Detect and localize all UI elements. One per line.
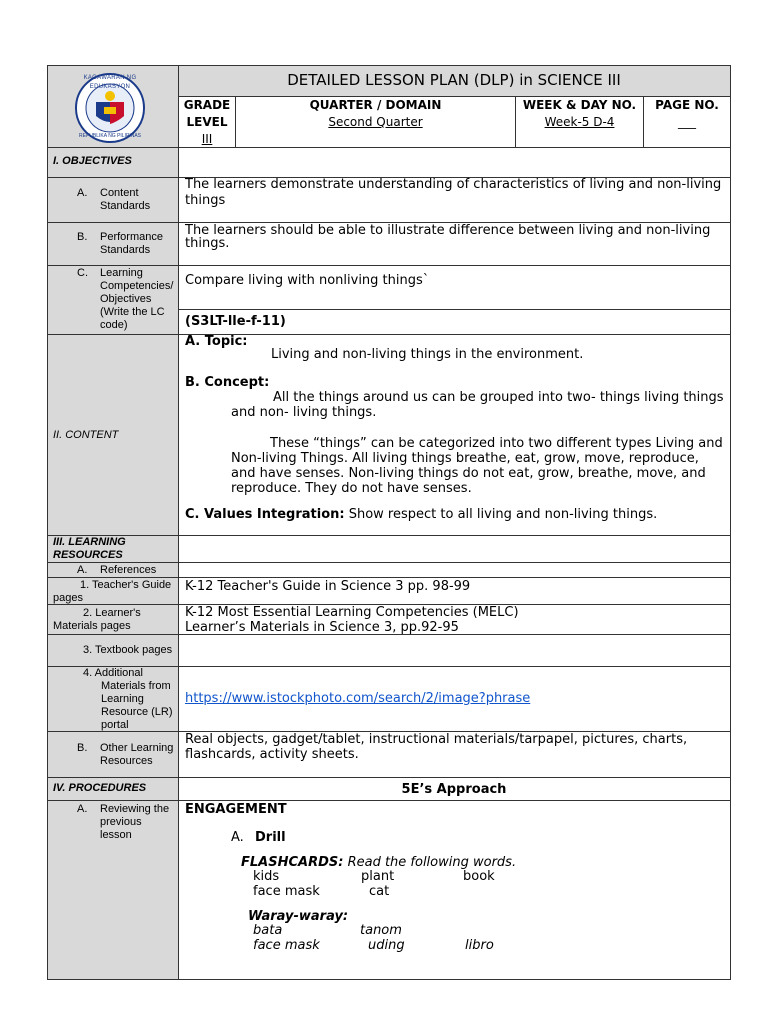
- additional-materials-label-5: portal: [101, 719, 129, 731]
- quarter-value: Second Quarter: [328, 115, 423, 129]
- waray-label: Waray-waray:: [248, 909, 349, 924]
- topic-label: A. Topic:: [185, 334, 248, 349]
- page-label: PAGE NO.: [655, 98, 719, 112]
- obj-b-letter: B.: [77, 231, 88, 243]
- learners-materials-text-2: Learner’s Materials in Science 3, pp.92-95: [185, 620, 459, 635]
- content-standards-text-2: things: [185, 193, 226, 208]
- performance-standards-label-2: Standards: [100, 244, 151, 256]
- resources-heading-1: III. LEARNING: [53, 536, 126, 548]
- other-resources-label-1: Other Learning: [100, 742, 174, 754]
- drill-label: Drill: [255, 830, 286, 845]
- competencies-label-2: Competencies/: [100, 280, 174, 292]
- waray-face-mask: face mask: [253, 938, 320, 953]
- waray-bata: bata: [253, 923, 283, 938]
- review-letter: A.: [77, 803, 88, 815]
- obj-a-letter: A.: [77, 187, 88, 199]
- additional-materials-label-4: Resource (LR): [101, 706, 173, 718]
- concept-p1-line1: All the things around us can be grouped into two- things living things: [273, 390, 724, 405]
- concept-p2-line4: reproduce. They do not have senses.: [231, 481, 472, 496]
- waray-tanom: tanom: [360, 923, 402, 938]
- competencies-label-1: Learning: [100, 267, 143, 279]
- resources-heading-2: RESOURCES: [53, 549, 123, 561]
- competencies-label-4: (Write the LC: [100, 306, 165, 318]
- textbook-pages-label: 3. Textbook pages: [83, 644, 173, 656]
- grade-label-line2: LEVEL: [186, 115, 228, 129]
- other-resources-text-2: flashcards, activity sheets.: [185, 747, 359, 762]
- performance-standards-text-2: things.: [185, 236, 230, 251]
- values-integration: [185, 507, 657, 522]
- teachers-guide-label-1: 1. Teacher's Guide: [80, 579, 172, 591]
- week-label: WEEK & DAY NO.: [522, 98, 637, 112]
- obj-c-letter: C.: [77, 267, 88, 279]
- procedures-heading: IV. PROCEDURES: [53, 782, 147, 794]
- review-label-3: lesson: [100, 829, 132, 841]
- content-standards-label-2: Standards: [100, 200, 151, 212]
- waray-libro: libro: [465, 938, 494, 953]
- additional-materials-label-2: Materials from: [101, 680, 171, 692]
- values-label: C. Values Integration:: [185, 507, 345, 522]
- content-standards-text-1: The learners demonstrate understanding of characteristics of living and non-living: [185, 177, 722, 192]
- concept-p2-line2: Non-living Things. All living things breathe, eat, grow, move, reproduce,: [231, 451, 699, 466]
- competencies-text: Compare living with nonliving things`: [185, 273, 430, 288]
- objectives-heading: I. OBJECTIVES: [53, 155, 132, 167]
- word-kids: kids: [253, 869, 280, 884]
- content-standards-label-1: Content: [100, 187, 139, 199]
- word-cat: cat: [369, 884, 390, 899]
- content-heading: II. CONTENT: [53, 429, 119, 441]
- additional-materials-label-3: Learning: [101, 693, 144, 705]
- learners-materials-text-1: K-12 Most Essential Learning Competencies (MELC): [185, 605, 519, 620]
- competencies-label-3: Objectives: [100, 293, 152, 305]
- drill-letter: A.: [231, 830, 244, 845]
- flashcards-line: [241, 855, 516, 870]
- lc-code: (S3LT-lle-f-11): [185, 314, 286, 329]
- seal-text: KAGAWARAN NG EDUKASYON: [83, 75, 137, 90]
- values-text: Show respect to all living and non-living things.: [344, 507, 658, 522]
- lr-portal-link[interactable]: https://www.istockphoto.com/search/2/image?phrase: [185, 691, 531, 706]
- approach-heading: 5E’s Approach: [401, 782, 507, 797]
- ref-a-letter: A.: [77, 564, 88, 576]
- teachers-guide-label-2: pages: [53, 592, 83, 604]
- concept-p1-line2: and non- living things.: [231, 405, 377, 420]
- other-resources-letter: B.: [77, 742, 88, 754]
- performance-standards-label-1: Performance: [100, 231, 163, 243]
- word-face-mask: face mask: [253, 884, 320, 899]
- learners-materials-label-1: 2. Learner's: [83, 607, 141, 619]
- grade-label-line1: GRADE: [183, 98, 231, 112]
- week-value: Week-5 D-4: [544, 115, 615, 129]
- review-label-2: previous: [100, 816, 142, 828]
- grade-value: III: [201, 132, 213, 146]
- other-resources-label-2: Resources: [100, 755, 153, 767]
- flashcards-label: FLASHCARDS:: [241, 855, 344, 870]
- competencies-label-5: code): [100, 319, 128, 331]
- lr-portal-link-wrap: [185, 691, 530, 706]
- word-book: book: [463, 869, 495, 884]
- word-plant: plant: [361, 869, 395, 884]
- concept-p2-line1: These “things” can be categorized into two different types Living and: [270, 436, 723, 451]
- teachers-guide-text: K-12 Teacher's Guide in Science 3 pp. 98-99: [185, 579, 471, 594]
- engagement-heading: ENGAGEMENT: [185, 802, 287, 817]
- references-label: References: [100, 564, 157, 576]
- other-resources-text-1: Real objects, gadget/tablet, instructional materials/tarpapel, pictures, charts,: [185, 732, 688, 747]
- quarter-label: QUARTER / DOMAIN: [309, 98, 442, 112]
- waray-uding: uding: [368, 938, 405, 953]
- topic-text: Living and non-living things in the environment.: [271, 347, 584, 362]
- learners-materials-label-2: Materials pages: [53, 620, 131, 632]
- seal-bottom-text: REPUBLIKA NG PILIPINAS: [79, 133, 141, 139]
- additional-materials-label-1: 4. Additional: [83, 667, 143, 679]
- performance-standards-text-1: The learners should be able to illustrate difference between living and non-living: [185, 223, 711, 238]
- concept-label: B. Concept:: [185, 375, 270, 390]
- page-title: DETAILED LESSON PLAN (DLP) in SCIENCE III: [287, 71, 621, 89]
- flashcards-instruction: Read the following words.: [343, 855, 517, 870]
- page-value: ___: [678, 115, 696, 129]
- concept-p2-line3: and have senses. Non-living things do not eat, grow, breathe, move, and: [231, 466, 706, 481]
- review-label-1: Reviewing the: [100, 803, 170, 815]
